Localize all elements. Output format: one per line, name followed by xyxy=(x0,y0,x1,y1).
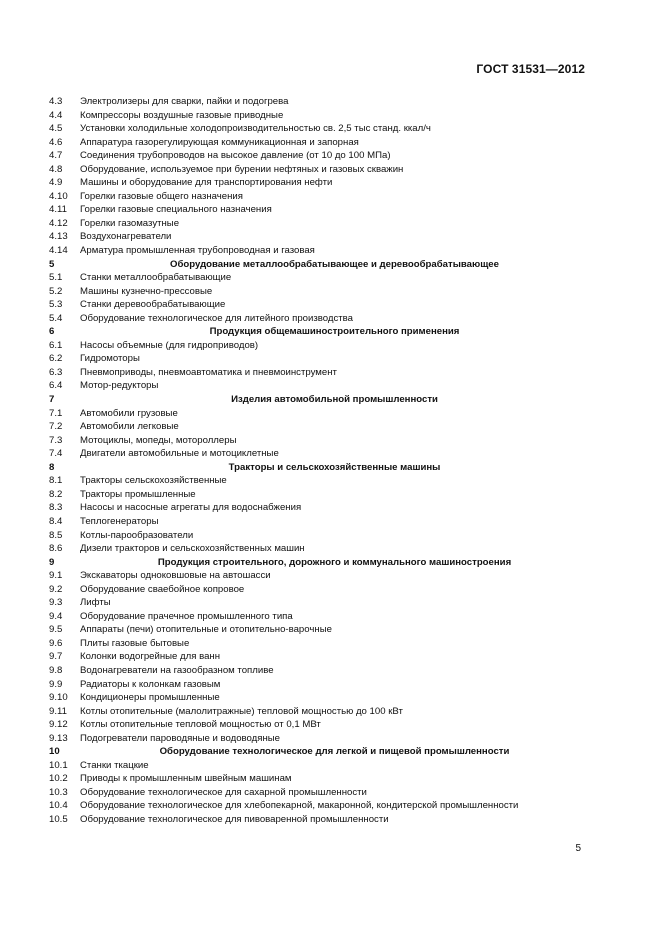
item-label: Экскаваторы одноковшовые на автошасси xyxy=(80,570,271,582)
item-label: Мотор-редукторы xyxy=(80,380,159,392)
item-label: Станки металлообрабатывающие xyxy=(80,272,232,284)
item-label: Насосы и насосные агрегаты для водоснабжения xyxy=(80,502,302,514)
item-label: Горелки газовые специального назначения xyxy=(80,204,272,216)
list-item xyxy=(49,596,589,610)
item-number: 5.3 xyxy=(49,299,63,311)
item-number: 5.2 xyxy=(49,285,63,297)
item-label: Оборудование технологическое для литейного производства xyxy=(80,312,353,324)
list-item xyxy=(49,271,589,285)
list-item xyxy=(49,312,589,326)
section-heading xyxy=(49,325,589,339)
item-label: Теплогенераторы xyxy=(80,515,159,527)
item-label: Тракторы промышленные xyxy=(80,488,196,500)
document-code: ГОСТ 31531—2012 xyxy=(476,62,585,76)
item-number: 5.1 xyxy=(49,272,63,284)
item-number: 8.1 xyxy=(49,475,63,487)
list-item xyxy=(49,420,589,434)
list-item xyxy=(49,136,589,150)
item-number: 9.5 xyxy=(49,624,63,636)
item-label: Лифты xyxy=(80,597,111,609)
item-number: 6.1 xyxy=(49,339,63,351)
list-item xyxy=(49,623,589,637)
item-number: 8 xyxy=(49,461,55,473)
item-number: 10.3 xyxy=(49,786,68,798)
item-number: 7.3 xyxy=(49,434,63,446)
item-number: 7.1 xyxy=(49,407,63,419)
item-number: 9.8 xyxy=(49,664,63,676)
item-number: 6.2 xyxy=(49,353,63,365)
item-number: 9 xyxy=(49,556,55,568)
section-heading xyxy=(49,745,589,759)
item-label: Соединения трубопроводов на высокое давление (от 10 до 100 МПа) xyxy=(80,150,391,162)
section-heading xyxy=(49,461,589,475)
item-number: 9.6 xyxy=(49,637,63,649)
list-item xyxy=(49,542,589,556)
list-item xyxy=(49,813,589,827)
item-label: Оборудование прачечное промышленного типа xyxy=(80,610,293,622)
list-item xyxy=(49,352,589,366)
item-number: 4.5 xyxy=(49,123,63,135)
list-item xyxy=(49,379,589,393)
item-number: 9.1 xyxy=(49,570,63,582)
item-label: Пневмоприводы, пневмоавтоматика и пневмоинструмент xyxy=(80,366,337,378)
item-label: Гидромоторы xyxy=(80,353,140,365)
item-label: Оборудование технологическое для сахарной промышленности xyxy=(80,786,367,798)
item-number: 8.3 xyxy=(49,502,63,514)
item-label: Котлы-парообразователи xyxy=(80,529,194,541)
list-item xyxy=(49,298,589,312)
item-number: 9.10 xyxy=(49,692,68,704)
item-number: 6 xyxy=(49,326,55,338)
item-label: Оборудование технологическое для хлебопекарной, макаронной, кондитерской промышленности xyxy=(80,800,519,812)
item-label: Воздухонагреватели xyxy=(80,231,172,243)
list-item xyxy=(49,583,589,597)
item-label: Плиты газовые бытовые xyxy=(80,637,190,649)
item-label: Машины кузнечно-прессовые xyxy=(80,285,213,297)
section-heading xyxy=(49,258,589,272)
item-number: 10.1 xyxy=(49,759,68,771)
list-item xyxy=(49,474,589,488)
item-number: 10.2 xyxy=(49,773,68,785)
item-number: 4.12 xyxy=(49,217,68,229)
list-item xyxy=(49,610,589,624)
list-item xyxy=(49,515,589,529)
list-item xyxy=(49,339,589,353)
item-number: 4.9 xyxy=(49,177,63,189)
item-label: Насосы объемные (для гидроприводов) xyxy=(80,339,259,351)
item-number: 4.7 xyxy=(49,150,63,162)
item-number: 9.11 xyxy=(49,705,67,717)
item-label: Аппаратура газорегулирующая коммуникационная и запорная xyxy=(80,136,359,148)
item-number: 10 xyxy=(49,746,60,758)
section-title: Продукция общемашиностроительного применения xyxy=(209,326,460,338)
item-number: 4.11 xyxy=(49,204,67,216)
section-title: Изделия автомобильной промышленности xyxy=(231,394,438,406)
list-item xyxy=(49,529,589,543)
item-label: Колонки водогрейные для ванн xyxy=(80,651,221,663)
list-item xyxy=(49,799,589,813)
item-number: 4.4 xyxy=(49,109,63,121)
item-number: 9.4 xyxy=(49,610,63,622)
item-number: 10.5 xyxy=(49,813,68,825)
item-number: 9.3 xyxy=(49,597,63,609)
list-item xyxy=(49,230,589,244)
item-number: 4.3 xyxy=(49,96,63,107)
list-item xyxy=(49,176,589,190)
item-number: 4.6 xyxy=(49,136,63,148)
section-title: Оборудование металлообрабатывающее и деревообрабатывающее xyxy=(170,258,499,270)
list-item xyxy=(49,285,589,299)
item-number: 7.2 xyxy=(49,421,63,433)
item-label: Радиаторы к колонкам газовым xyxy=(80,678,221,690)
item-label: Станки ткацкие xyxy=(80,759,149,771)
item-number: 10.4 xyxy=(49,800,68,812)
list-item xyxy=(49,109,589,123)
list-item xyxy=(49,366,589,380)
item-label: Дизели тракторов и сельскохозяйственных машин xyxy=(80,543,305,555)
list-item xyxy=(49,732,589,746)
item-label: Автомобили легковые xyxy=(80,421,179,433)
item-label: Кондиционеры промышленные xyxy=(80,692,220,704)
item-label: Установки холодильные холодопроизводительностью св. 2,5 тыс станд. ккал/ч xyxy=(80,123,431,135)
item-number: 9.9 xyxy=(49,678,63,690)
item-label: Горелки газомазутные xyxy=(80,217,180,229)
list-item xyxy=(49,407,589,421)
item-number: 6.3 xyxy=(49,366,63,378)
list-item xyxy=(49,718,589,732)
list-item xyxy=(49,691,589,705)
list-item xyxy=(49,759,589,773)
list-item xyxy=(49,434,589,448)
item-label: Оборудование сваебойное копровое xyxy=(80,583,245,595)
list-item xyxy=(49,122,589,136)
list-item xyxy=(49,569,589,583)
list-item xyxy=(49,95,589,109)
item-label: Подогреватели пароводяные и водоводяные xyxy=(80,732,280,744)
list-item xyxy=(49,772,589,786)
item-label: Двигатели автомобильные и мотоциклетные xyxy=(80,448,279,460)
item-number: 5.4 xyxy=(49,312,63,324)
section-heading xyxy=(49,393,589,407)
item-number: 4.8 xyxy=(49,163,63,175)
list-item xyxy=(49,664,589,678)
item-number: 9.12 xyxy=(49,719,68,731)
section-title: Тракторы и сельскохозяйственные машины xyxy=(228,461,441,473)
page-number: 5 xyxy=(575,843,581,854)
list-item xyxy=(49,705,589,719)
list-item xyxy=(49,650,589,664)
item-label: Горелки газовые общего назначения xyxy=(80,190,243,202)
item-number: 4.13 xyxy=(49,231,68,243)
item-label: Автомобили грузовые xyxy=(80,407,178,419)
item-number: 4.10 xyxy=(49,190,68,202)
item-number: 4.14 xyxy=(49,245,68,257)
list-item xyxy=(49,501,589,515)
item-label: Приводы к промышленным швейным машинам xyxy=(80,773,292,785)
item-number: 6.4 xyxy=(49,380,63,392)
list-item xyxy=(49,637,589,651)
list-item xyxy=(49,488,589,502)
item-label: Мотоциклы, мопеды, мотороллеры xyxy=(80,434,237,446)
item-number: 9.13 xyxy=(49,732,68,744)
item-label: Арматура промышленная трубопроводная и газовая xyxy=(80,245,315,257)
list-item xyxy=(49,786,589,800)
item-label: Машины и оборудование для транспортирования нефти xyxy=(80,177,333,189)
item-label: Тракторы сельскохозяйственные xyxy=(80,475,227,487)
list-item xyxy=(49,244,589,258)
item-number: 5 xyxy=(49,258,55,270)
item-label: Котлы отопительные тепловой мощностью от 0,1 МВт xyxy=(80,719,321,731)
item-number: 7 xyxy=(49,394,55,406)
item-label: Оборудование технологическое для пивоваренной промышленности xyxy=(80,813,389,825)
item-number: 9.7 xyxy=(49,651,63,663)
item-number: 9.2 xyxy=(49,583,63,595)
list-item xyxy=(49,163,589,177)
item-number: 7.4 xyxy=(49,448,63,460)
list-item xyxy=(49,203,589,217)
list-item xyxy=(49,447,589,461)
item-number: 8.2 xyxy=(49,488,63,500)
item-number: 8.4 xyxy=(49,515,63,527)
item-number: 8.5 xyxy=(49,529,63,541)
list-item xyxy=(49,217,589,231)
item-label: Котлы отопительные (малолитражные) тепловой мощностью до 100 кВт xyxy=(80,705,403,717)
item-label: Компрессоры воздушные газовые приводные xyxy=(80,109,284,121)
section-title: Оборудование технологическое для легкой и пищевой промышленности xyxy=(159,746,510,758)
item-number: 8.6 xyxy=(49,543,63,555)
list-item xyxy=(49,149,589,163)
item-label: Оборудование, используемое при бурении нефтяных и газовых скважин xyxy=(80,163,404,175)
product-list xyxy=(49,95,589,827)
section-title: Продукция строительного, дорожного и коммунального машиностроения xyxy=(157,556,512,568)
list-item xyxy=(49,190,589,204)
item-label: Аппараты (печи) отопительные и отопительно-варочные xyxy=(80,624,332,636)
section-heading xyxy=(49,556,589,570)
item-label: Водонагреватели на газообразном топливе xyxy=(80,664,274,676)
list-item xyxy=(49,678,589,692)
item-label: Станки деревообрабатывающие xyxy=(80,299,226,311)
item-label: Электролизеры для сварки, пайки и подогрева xyxy=(80,96,289,107)
